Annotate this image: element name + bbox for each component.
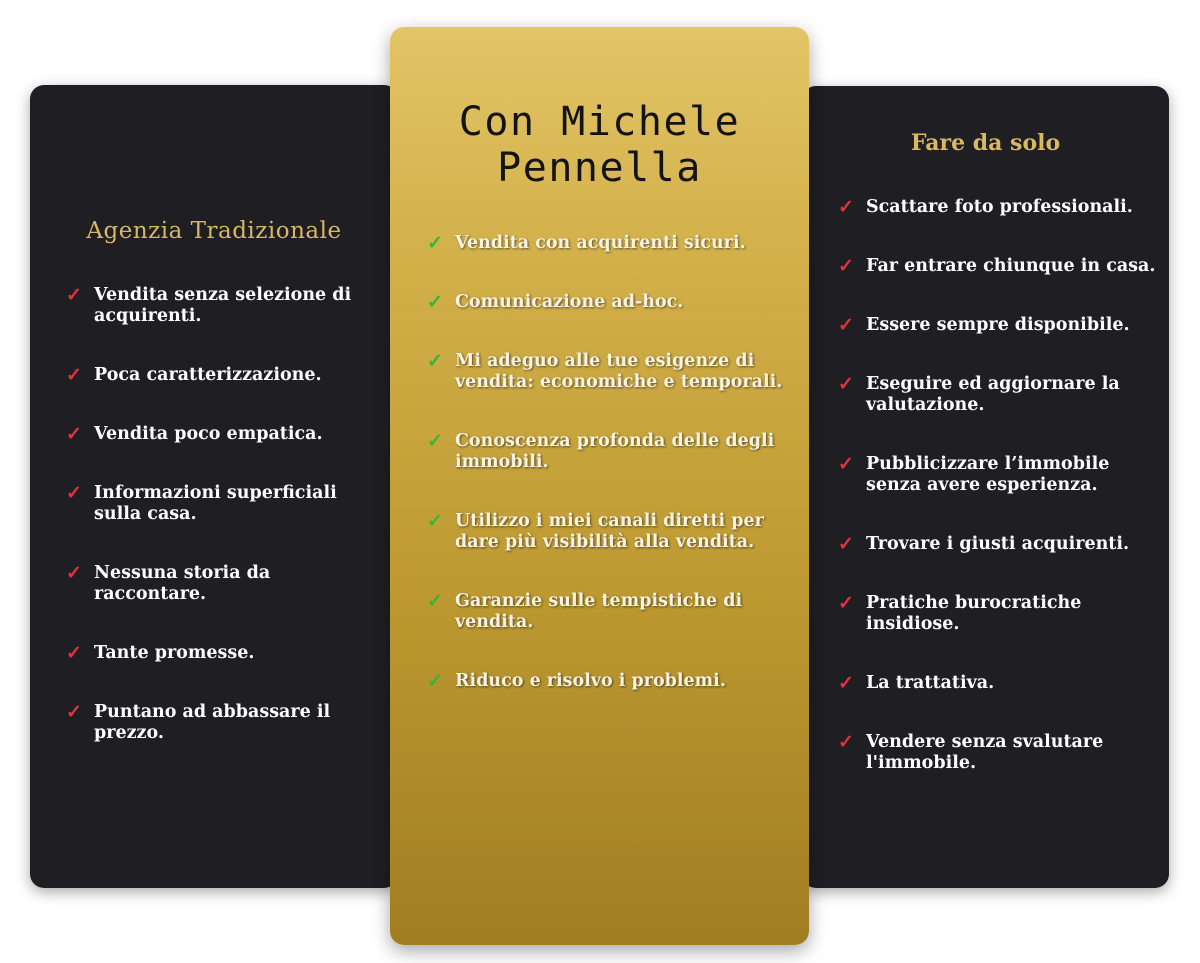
red-check-icon: ✓: [838, 453, 854, 475]
red-check-icon: ✓: [838, 731, 854, 753]
green-check-icon: ✓: [427, 350, 443, 372]
list-item: ✓ Vendita senza selezione di acquirenti.: [66, 284, 352, 326]
positive-points-list: [427, 233, 787, 730]
list-item: ✓ Conoscenza profonda delle degli immobili.: [427, 430, 775, 472]
list-item: ✓ Nessuna storia da raccontare.: [66, 562, 271, 604]
list-item: ✓ Comunicazione ad-hoc.: [427, 291, 684, 313]
list-item: ✓ Informazioni superficiali sulla casa.: [66, 482, 337, 524]
panel-title: Con Michele Pennella: [458, 99, 741, 191]
red-check-icon: ✓: [66, 423, 82, 445]
list-item: ✓ Puntano ad abbassare il prezzo.: [66, 701, 331, 743]
green-check-icon: ✓: [427, 232, 443, 254]
traditional-agency-panel: [30, 85, 398, 888]
list-item: ✓ Vendere senza svalutare l'immobile.: [838, 731, 1104, 773]
red-check-icon: ✓: [838, 533, 854, 555]
red-check-icon: ✓: [66, 642, 82, 664]
red-check-icon: ✓: [838, 255, 854, 277]
green-check-icon: ✓: [427, 590, 443, 612]
negative-points-list: [838, 197, 1162, 812]
list-item: ✓ Vendita poco empatica.: [66, 423, 323, 445]
michele-pennella-panel: [390, 27, 809, 945]
list-item: ✓ Eseguire ed aggiornare la valutazione.: [838, 373, 1120, 415]
list-item: ✓ La trattativa.: [838, 672, 995, 694]
red-check-icon: ✓: [66, 562, 82, 584]
red-check-icon: ✓: [838, 672, 854, 694]
list-item: ✓ Tante promesse.: [66, 642, 255, 664]
do-it-yourself-panel: [802, 86, 1169, 888]
list-item: ✓ Garanzie sulle tempistiche di vendita.: [427, 590, 743, 632]
negative-points-list: [66, 285, 382, 782]
red-check-icon: ✓: [838, 373, 854, 395]
list-item: ✓ Trovare i giusti acquirenti.: [838, 533, 1130, 555]
red-check-icon: ✓: [66, 482, 82, 504]
list-item: ✓ Poca caratterizzazione.: [66, 364, 322, 386]
list-item: ✓ Mi adeguo alle tue esigenze di vendita: economiche e temporali.: [427, 350, 783, 392]
panel-title: Agenzia Tradizionale: [86, 218, 342, 244]
list-item: ✓ Essere sempre disponibile.: [838, 314, 1130, 336]
red-check-icon: ✓: [838, 314, 854, 336]
list-item: ✓ Pratiche burocratiche insidiose.: [838, 592, 1082, 634]
list-item: ✓ Utilizzo i miei canali diretti per dare più visibilità alla vendita.: [427, 510, 764, 552]
red-check-icon: ✓: [838, 196, 854, 218]
green-check-icon: ✓: [427, 670, 443, 692]
list-item: ✓ Vendita con acquirenti sicuri.: [427, 232, 746, 254]
list-item: ✓ Riduco e risolvo i problemi.: [427, 670, 726, 692]
list-item: ✓ Pubblicizzare l’immobile senza avere esperienza.: [838, 453, 1110, 495]
list-item: ✓ Far entrare chiunque in casa.: [838, 255, 1156, 277]
green-check-icon: ✓: [427, 291, 443, 313]
red-check-icon: ✓: [66, 284, 82, 306]
green-check-icon: ✓: [427, 510, 443, 532]
panel-title: Fare da solo: [910, 130, 1061, 156]
list-item: ✓ Scattare foto professionali.: [838, 196, 1133, 218]
green-check-icon: ✓: [427, 430, 443, 452]
red-check-icon: ✓: [838, 592, 854, 614]
red-check-icon: ✓: [66, 701, 82, 723]
red-check-icon: ✓: [66, 364, 82, 386]
